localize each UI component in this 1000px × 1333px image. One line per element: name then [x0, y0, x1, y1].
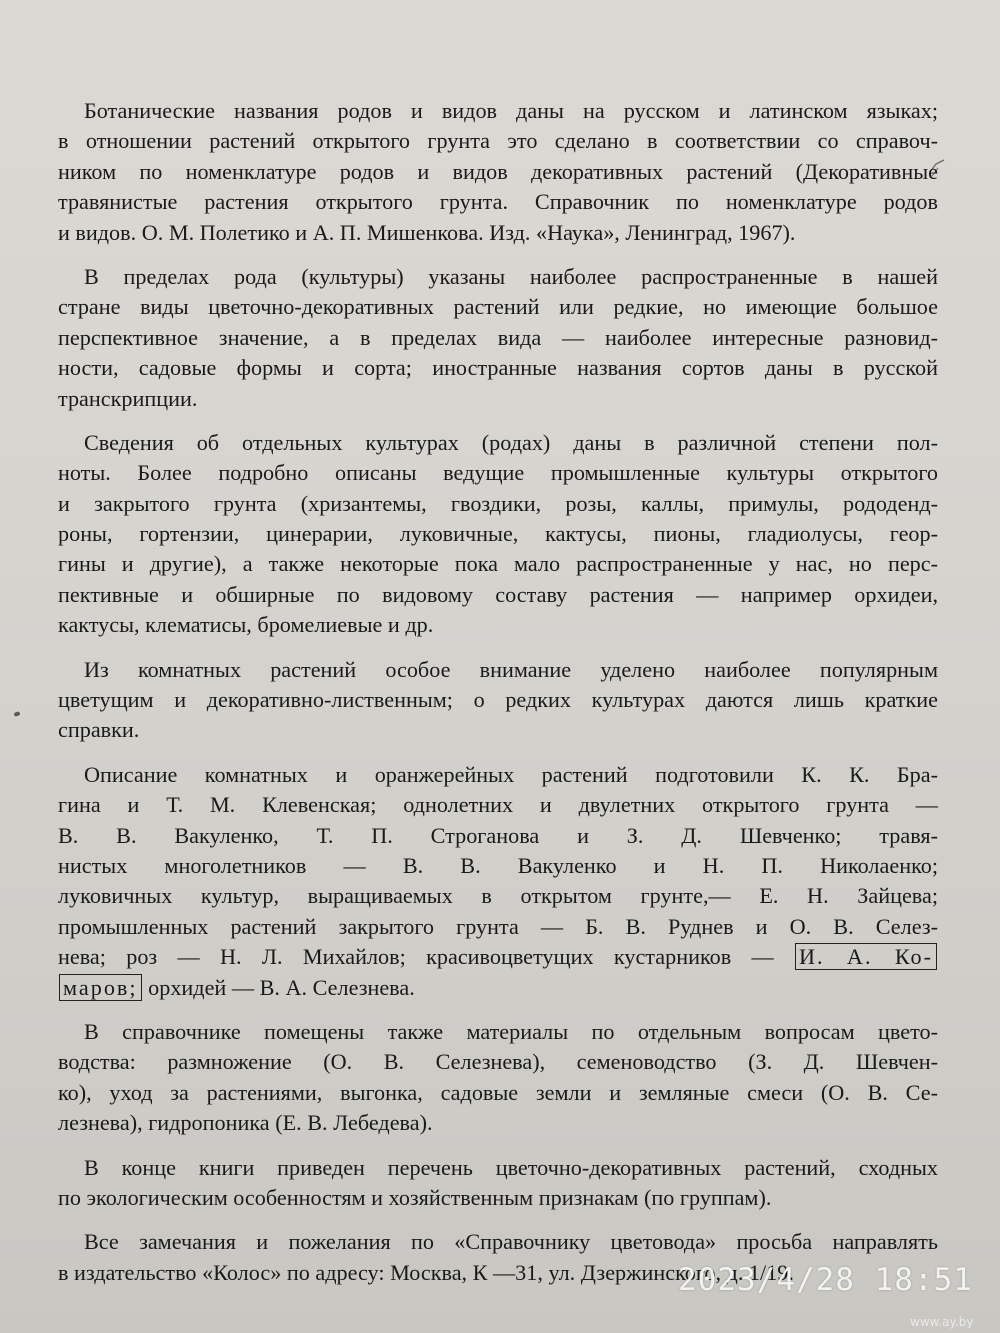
text-line: лезнева), гидропоника (Е. В. Лебедева). — [58, 1110, 433, 1136]
text-line: В справочнике помещены также материалы по отдельным вопросам цвето- — [84, 1018, 938, 1044]
pencil-dot-mark — [13, 711, 20, 717]
paragraph-indoor-plants — [58, 655, 938, 746]
text-line: и закрытого грунта (хризантемы, гвоздики, розы, каллы, примулы, рододенд- — [58, 490, 938, 516]
text-line: Сведения об отдельных культурах (родах) даны в различной степени пол- — [84, 429, 938, 455]
text-line: Описание комнатных и оранжерейных растений подготовили К. К. Бра- — [84, 761, 938, 787]
paragraph-plant-list — [58, 1153, 938, 1214]
text-line: по экологическим особенностям и хозяйственным признакам (по группам). — [58, 1184, 772, 1210]
text-line: гины и другие), а также некоторые пока мало распространенные у нас, но перс- — [58, 551, 938, 577]
text-line: в издательство «Колос» по адресу: Москва, К —31, ул. Дзержинского, д. 1/19. — [58, 1259, 794, 1285]
text-line: Все замечания и пожелания по «Справочнику цветовода» просьба направлять — [84, 1229, 938, 1255]
paragraph-authors — [58, 760, 938, 1003]
text-line: ником по номенклатуре родов и видов декоративных растений (Декоративные — [58, 158, 938, 184]
text-line-with-box — [58, 973, 938, 1003]
text-line: кактусы, клематисы, бромелиевые и др. — [58, 612, 434, 638]
text-line: гина и Т. М. Клевенская; однолетних и двулетних открытого грунта — — [58, 792, 938, 818]
text-segment: нева; роз — Н. Л. Михайлов; красивоцветущих кустарников — — [58, 944, 774, 970]
boxed-author-name-cont: маров; — [59, 974, 142, 1001]
text-line: ко), уход за растениями, выгонка, садовые земли и земляные смеси (О. В. Се- — [58, 1079, 938, 1105]
paragraph-genus-scope — [58, 262, 938, 414]
text-line: справки. — [58, 717, 140, 743]
document-body — [58, 96, 938, 1302]
paragraph-additional-materials — [58, 1017, 938, 1139]
text-line: травянистые растения открытого грунта. Справочник по номенклатуре родов — [58, 189, 938, 215]
text-line: В конце книги приведен перечень цветочно-декоративных растений, сходных — [84, 1154, 938, 1180]
text-line: цветущим и декоративно-лиственным; о редких культурах даются лишь краткие — [58, 687, 938, 713]
text-line: ноты. Более подробно описаны ведущие промышленные культуры открытого — [58, 460, 938, 486]
text-line: промышленных растений закрытого грунта — Б. В. Руднев и О. В. Селез- — [58, 913, 938, 939]
text-line: В пределах рода (культуры) указаны наиболее распространенные в нашей — [84, 263, 938, 289]
boxed-author-name: И. А. Ко- — [795, 943, 937, 970]
text-segment: орхидей — В. А. Селезнева. — [148, 974, 415, 1000]
text-line: роны, гортензии, цинерарии, луковичные, кактусы, пионы, гладиолусы, геор- — [58, 521, 938, 547]
text-line: Ботанические названия родов и видов даны на русском и латинском языках; — [84, 98, 938, 123]
text-line: водства: размножение (О. В. Селезнева), семеноводство (З. Д. Шевчен- — [58, 1049, 938, 1075]
text-line: стране виды цветочно-декоративных растений или редкие, но имеющие большое — [58, 294, 938, 320]
paragraph-botanical-names — [58, 96, 938, 248]
text-line: в отношении растений открытого грунта это сделано в соответствии со справоч- — [58, 128, 938, 154]
text-line: перспективное значение, а в пределах вида — наиболее интересные разновид- — [58, 324, 938, 350]
text-line-with-box — [58, 942, 938, 972]
text-line: ности, садовые формы и сорта; иностранные названия сортов даны в русской — [58, 355, 938, 381]
paragraph-cultures-info — [58, 428, 938, 641]
text-line: транскрипции. — [58, 385, 198, 411]
text-line: и видов. О. М. Полетико и А. П. Мишенкова. Изд. «Наука», Ленинград, 1967). — [58, 219, 796, 245]
photo-timestamp: 2023/4/28 18:51 — [678, 1262, 973, 1298]
text-line: нистых многолетников — В. В. Вакуленко и Н. П. Николаенко; — [58, 852, 938, 878]
text-line: В. В. Вакуленко, Т. П. Строганова и З. Д. Шевченко; травя- — [58, 822, 938, 848]
site-watermark: www.ay.by — [910, 1315, 974, 1329]
text-line: пективные и обширные по видовому составу растения — например орхидеи, — [58, 581, 938, 607]
text-line: Из комнатных растений особое внимание уделено наиболее популярным — [84, 656, 938, 682]
text-line: луковичных культур, выращиваемых в открытом грунте,— Е. Н. Зайцева; — [58, 883, 938, 909]
